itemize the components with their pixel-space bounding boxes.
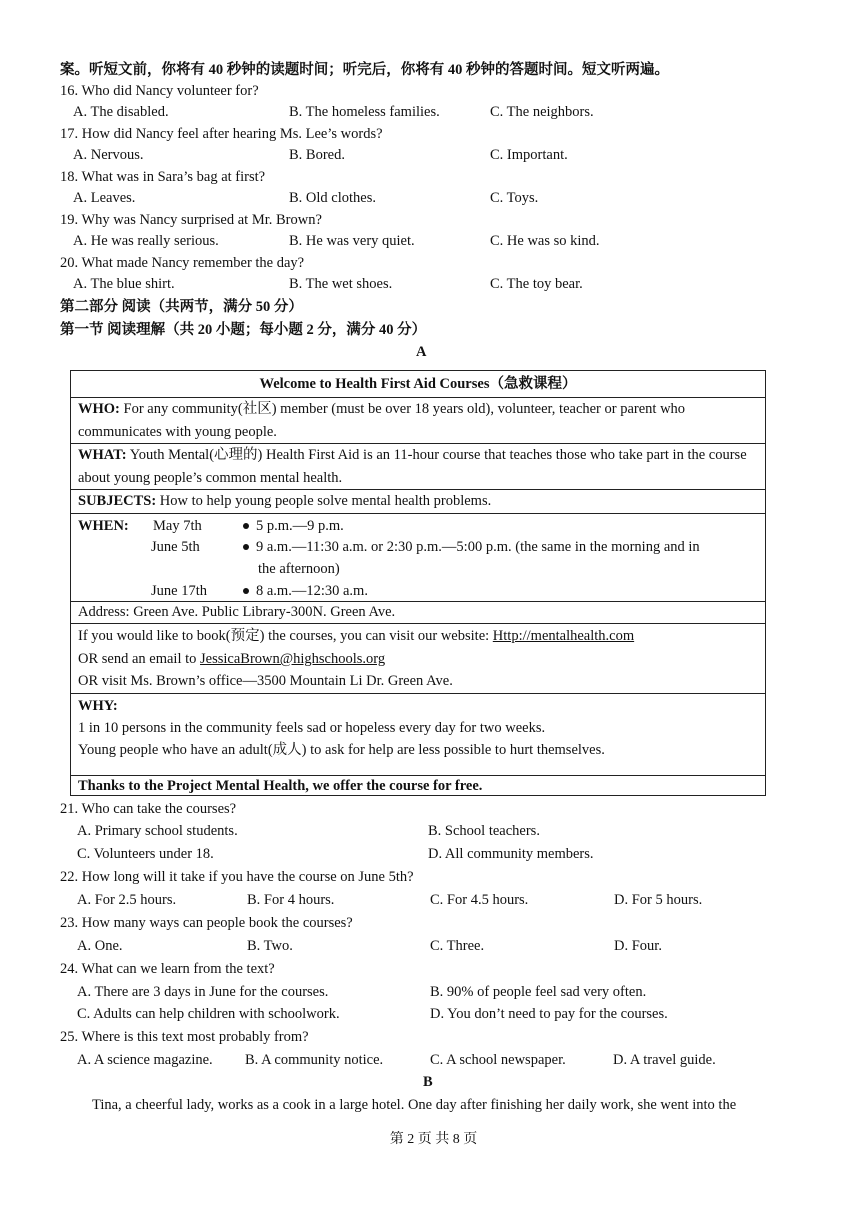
q17-option-a: A. Nervous.: [73, 147, 144, 163]
who-text: For any community(社区) member (must be over 18 years old), volunteer, teacher or parent who communicates with young people.: [78, 401, 686, 440]
q19-option-b: B. He was very quiet.: [289, 233, 415, 249]
q21-option-d: D. All community members.: [428, 846, 594, 862]
notice-thanks: Thanks to the Project Mental Health, we offer the course for free.: [78, 778, 483, 794]
page-number: 第 2 页 共 8 页: [389, 1132, 478, 1147]
q16-option-a: A. The disabled.: [73, 104, 169, 120]
when-date-3: June 17th: [151, 583, 207, 599]
q20-option-c: C. The toy bear.: [490, 276, 583, 292]
website-link[interactable]: Http://mentalhealth.com: [492, 628, 635, 644]
why-label: WHY:: [78, 698, 118, 714]
q18-option-b: B. Old clothes.: [289, 190, 376, 206]
q23-option-c: C. Three.: [430, 938, 485, 954]
question-25: 25. Where is this text most probably from?: [60, 1029, 309, 1045]
subjects-label: SUBJECTS:: [78, 493, 157, 509]
q21-option-c: C. Volunteers under 18.: [77, 846, 214, 862]
notice-what: [78, 444, 759, 490]
when-time-3: 8 a.m.—12:30 a.m.: [243, 581, 368, 601]
q19-option-c: C. He was so kind.: [490, 233, 600, 249]
question-20: 20. What made Nancy remember the day?: [60, 255, 305, 271]
notice-who: [78, 398, 759, 444]
q24-option-d: D. You don’t need to pay for the courses.: [430, 1006, 668, 1022]
who-label: WHO:: [78, 401, 120, 417]
q22-option-a: A. For 2.5 hours.: [77, 892, 177, 908]
booking-line-3: OR visit Ms. Brown’s office—3500 Mountain Li Dr. Green Ave.: [78, 673, 453, 689]
notice-why-row: [71, 693, 765, 776]
q18-option-a: A. Leaves.: [73, 190, 136, 206]
when-label: WHEN:: [78, 518, 129, 534]
email-link[interactable]: JessicaBrown@highschools.org: [200, 651, 386, 667]
q23-option-d: D. Four.: [614, 938, 662, 954]
notice-address-row: [71, 601, 765, 624]
what-text: Youth Mental(心理的) Health First Aid is an 11-hour course that teaches those who take part in the course about young people’s common mental health.: [78, 447, 747, 486]
q16-option-c: C. The neighbors.: [490, 104, 594, 120]
what-label: WHAT:: [78, 447, 127, 463]
bullet-icon: [243, 544, 249, 550]
q24-option-a: A. There are 3 days in June for the courses.: [77, 984, 329, 1000]
when-time-2: 9 a.m.—11:30 a.m. or 2:30 p.m.—5:00 p.m. (the same in the morning and in: [243, 537, 700, 557]
listening-instructions: 案。听短文前，你将有 40 秒钟的读题时间；听完后，你将有 40 秒钟的答题时间。短文听两遍。: [60, 62, 669, 78]
subjects-text: How to help young people solve mental health problems.: [156, 493, 492, 509]
notice-thanks-row: [71, 775, 765, 798]
passage-b-text: Tina, a cheerful lady, works as a cook in a large hotel. One day after finishing her daily work, she went into the: [92, 1097, 737, 1113]
notice-subjects: [78, 490, 759, 513]
q21-option-b: B. School teachers.: [428, 823, 540, 839]
q24-option-b: B. 90% of people feel sad very often.: [430, 984, 647, 1000]
question-18: 18. What was in Sara’s bag at first?: [60, 169, 266, 185]
q23-option-b: B. Two.: [247, 938, 293, 954]
q23-option-a: A. One.: [77, 938, 123, 954]
q19-option-a: A. He was really serious.: [73, 233, 219, 249]
question-21: 21. Who can take the courses?: [60, 801, 237, 817]
q22-option-b: B. For 4 hours.: [247, 892, 335, 908]
q20-option-a: A. The blue shirt.: [73, 276, 175, 292]
section1-heading: 第一节 阅读理解（共 20 小题；每小题 2 分，满分 40 分）: [60, 322, 427, 338]
notice-title-row: [71, 371, 765, 397]
part2-heading: 第二部分 阅读（共两节，满分 50 分）: [60, 299, 303, 315]
course-notice-table: [70, 370, 766, 796]
q25-option-b: B. A community notice.: [245, 1052, 384, 1068]
question-17: 17. How did Nancy feel after hearing Ms. Lee’s words?: [60, 126, 383, 142]
q25-option-c: C. A school newspaper.: [430, 1052, 566, 1068]
when-date-1: May 7th: [153, 518, 202, 534]
q17-option-b: B. Bored.: [289, 147, 345, 163]
notice-booking-row: [71, 623, 765, 694]
address-label: Address:: [78, 604, 130, 620]
question-22: 22. How long will it take if you have the course on June 5th?: [60, 869, 414, 885]
q17-option-c: C. Important.: [490, 147, 568, 163]
when-time-1: 5 p.m.—9 p.m.: [243, 516, 344, 536]
notice-who-row: [71, 397, 765, 444]
question-23: 23. How many ways can people book the courses?: [60, 915, 353, 931]
notice-when-row: [71, 513, 765, 602]
q18-option-c: C. Toys.: [490, 190, 539, 206]
passage-a-label: A: [416, 344, 427, 360]
why-line-1: 1 in 10 persons in the community feels sad or hopeless every day for two weeks.: [78, 720, 546, 736]
notice-title: Welcome to Health First Aid Courses（急救课程）: [259, 376, 577, 392]
question-19: 19. Why was Nancy surprised at Mr. Brown?: [60, 212, 322, 228]
notice-subjects-row: [71, 489, 765, 514]
q22-option-d: D. For 5 hours.: [614, 892, 703, 908]
q24-option-c: C. Adults can help children with schoolwork.: [77, 1006, 340, 1022]
why-line-2: Young people who have an adult(成人) to ask for help are less possible to hurt themselves.: [78, 742, 605, 758]
notice-address: [78, 601, 759, 624]
address-text: Green Ave. Public Library-300N. Green Ave.: [129, 604, 396, 620]
bullet-icon: [243, 588, 249, 594]
booking-line-2: OR send an email to JessicaBrown@highschools.org: [78, 651, 386, 667]
when-time-2-cont: the afternoon): [258, 561, 340, 577]
q16-option-b: B. The homeless families.: [289, 104, 440, 120]
q21-option-a: A. Primary school students.: [77, 823, 238, 839]
when-date-2: June 5th: [151, 539, 200, 555]
passage-b-label: B: [423, 1074, 433, 1090]
question-24: 24. What can we learn from the text?: [60, 961, 275, 977]
notice-what-row: [71, 443, 765, 490]
q20-option-b: B. The wet shoes.: [289, 276, 393, 292]
question-16: 16. Who did Nancy volunteer for?: [60, 83, 259, 99]
q25-option-d: D. A travel guide.: [613, 1052, 716, 1068]
q22-option-c: C. For 4.5 hours.: [430, 892, 529, 908]
q25-option-a: A. A science magazine.: [77, 1052, 213, 1068]
booking-line-1: If you would like to book(预定) the courses, you can visit our website: Http://mentalhealth.com: [78, 628, 635, 644]
bullet-icon: [243, 523, 249, 529]
